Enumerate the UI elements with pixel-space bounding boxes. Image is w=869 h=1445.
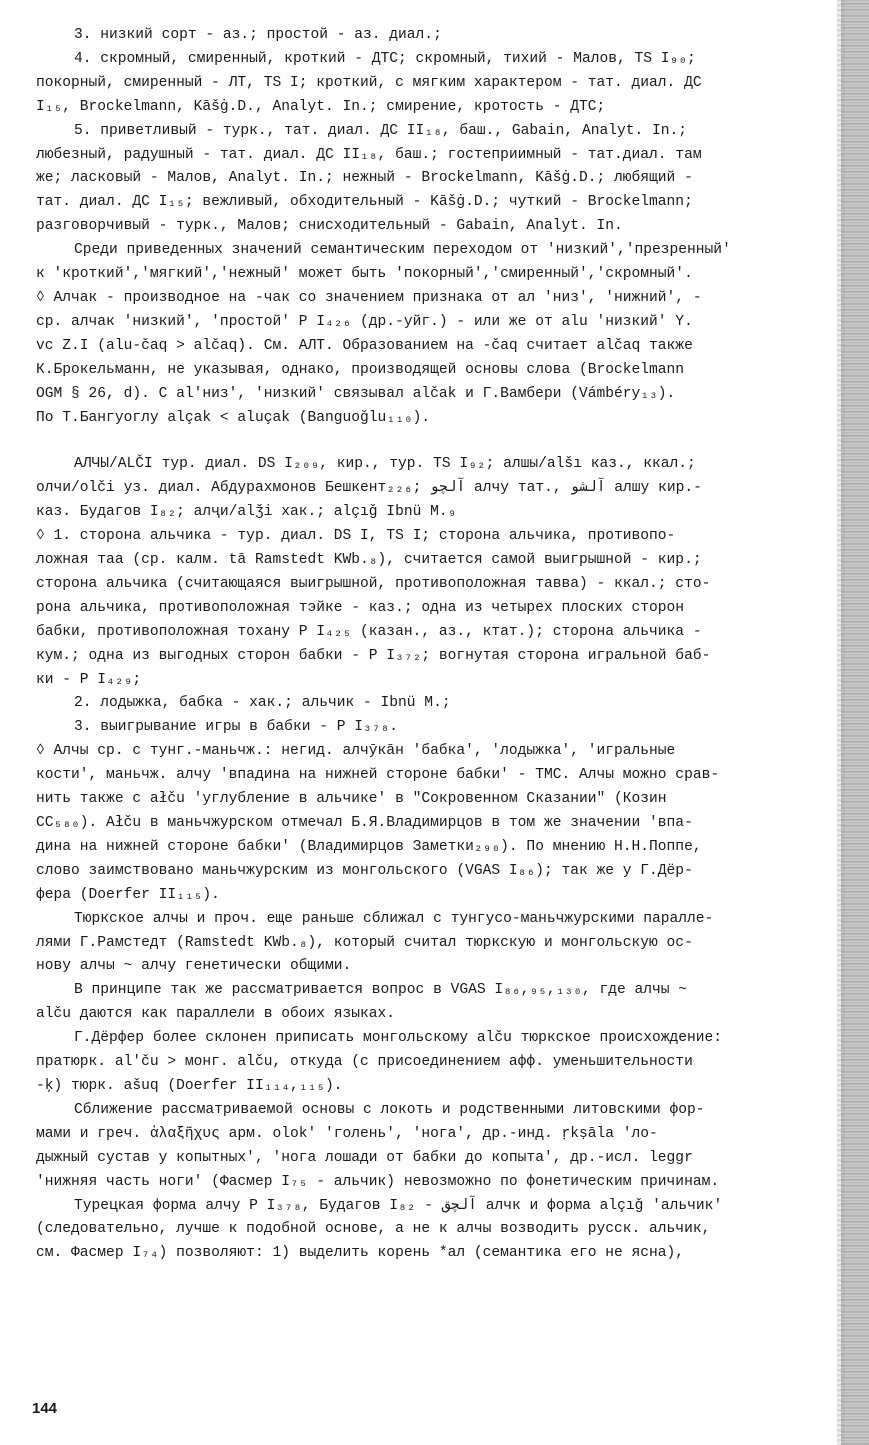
text-line: Среди приведенных значений семантическим переходом от 'низкий','презренный' — [74, 242, 731, 259]
text-line: Сближение рассматриваемой основы с локоть и родственными литовскими фор- — [74, 1101, 705, 1118]
text-line: нить также с ałču 'углубление в альчике' в "Сокровенном Сказании" (Козин — [36, 791, 667, 808]
text-line: OGM § 26, d). С al'низ', 'низкий' связывал alčak и Г.Вамбери (Vámbéry₁₃). — [36, 385, 676, 402]
text-line: К.Брокельманн, не указывая, однако, производящей основы слова (Brockelmann — [36, 361, 685, 378]
paragraph — [36, 979, 836, 1027]
text-line: мами и греч. ἀλαξῆχυς арм. olok' 'голень', 'нога', др.-инд. ṛkṣāla 'ло- — [36, 1125, 658, 1142]
page-text — [36, 24, 836, 1266]
paragraph — [36, 692, 836, 716]
text-line: 3. низкий сорт - аз.; простой - аз. диал.; — [74, 27, 442, 43]
text-line: 2. лодыжка, бабка - хак.; альчик - Ibnü M.; — [74, 695, 451, 712]
paragraph — [36, 453, 836, 525]
text-line: пратюрк. al'ču > монг. alču, откуда (с присоединением афф. уменьшительности — [36, 1054, 693, 1071]
text-line: 3. выигрывание игры в бабки - Р I₃₇₈. — [74, 719, 399, 736]
paragraph — [36, 24, 836, 48]
text-line: лями Г.Рамстедт (Ramstedt KWb.₈), который считал тюркскую и монгольскую ос- — [36, 934, 693, 951]
text-line: каз. Будагов I₈₂; алҷи/alǯi хак.; alçıǧ Ibnü M.₉ — [36, 504, 457, 521]
text-line: По Т.Бангуоглу alçak < aluçak (Banguoğlu₁₁₀). — [36, 409, 431, 426]
text-line: Турецкая форма алчу Р I₃₇₈, Будагов I₈₂ - آلچق алчк и форма alçıǧ 'альчик' — [74, 1197, 723, 1214]
text-line: alču даются как параллели в обоих языках. — [36, 1006, 396, 1023]
text-line: слово заимствовано маньчжурским из монгольского (VGAS I₈₆); так же у Г.Дёр- — [36, 862, 693, 879]
text-line: нову алчы ~ алчу генетически общими. — [36, 958, 352, 975]
text-line: рона альчика, противоположная тэйке - каз.; одна из четырех плоских сторон — [36, 599, 685, 616]
paragraph — [36, 1195, 836, 1267]
text-line: vc Z.I (alu-čaq > alčaq). См. АЛТ. Образованием на -čaq считает alčaq также — [36, 337, 693, 354]
paragraph — [36, 525, 836, 692]
text-line: дина на нижней стороне бабки' (Владимирцов Заметки₂₉₀). По мнению Н.Н.Поппе, — [36, 838, 702, 855]
text-line: Тюркское алчы и проч. еще раньше сближал с тунгусо-маньчжурскими паралле- — [74, 910, 714, 927]
text-line: В принципе так же рассматривается вопрос в VGAS I₈₆,₉₅,₁₃₀, где алчы ~ — [74, 982, 688, 999]
text-line: фера (Doerfer II₁₁₅). — [36, 886, 220, 903]
text-line: см. Фасмер I₇₄) позволяют: 1) выделить корень *ал (семантика его не ясна), — [36, 1245, 685, 1262]
text-line: олчи/olči уз. диал. Абдурахмонов Бешкент₂₂₆; آلچو алчу тат., آلشو алшу кир.- — [36, 480, 702, 497]
text-line: кум.; одна из выгодных сторон бабки - Р I₃₇₂; вогнутая сторона игральной баб- — [36, 647, 711, 664]
paragraph — [36, 287, 836, 430]
text-line: ◊ Алчак - производное на -чак со значением признака от ал 'низ', 'нижний', - — [36, 289, 702, 306]
paragraph — [36, 908, 836, 980]
text-line: ложная таа (ср. калм. tā Ramstedt KWb.₈), считается самой выигрышной - кир.; — [36, 552, 702, 569]
text-line: ср. алчак 'низкий', 'простой' Р I₄₂₆ (др.-уйг.) - или же от alu 'низкий' Y. — [36, 313, 693, 330]
page-edge-scan-artifact — [841, 0, 869, 1445]
paragraph — [36, 716, 836, 740]
paragraph — [36, 1027, 836, 1099]
text-line: (следовательно, лучше к подобной основе, а не к алчы возводить русск. альчик, — [36, 1221, 711, 1238]
text-line: любезный, радушный - тат. диал. ДС II₁₈, баш.; гостеприимный - тат.диал. там — [36, 146, 702, 163]
text-line: 5. приветливый - турк., тат. диал. ДС II₁₈, баш., Gabain, Analyt. In.; — [74, 122, 688, 139]
text-line: тат. диал. ДС I₁₅; вежливый, обходительный - Kāšġ.D.; чуткий - Brockelmann; — [36, 194, 693, 211]
text-line: сторона альчика (считающаяся выигрышной, противоположная тавва) - ккал.; сто- — [36, 575, 711, 592]
paragraph — [36, 120, 836, 240]
text-line: I₁₅, Brockelmann, Kāšġ.D., Analyt. In.; смирение, кротость - ДТС; — [36, 98, 606, 115]
text-line: дыжный сустав у копытных', 'нога лошади от бабки до копыта', др.-исл. leggr — [36, 1149, 693, 1166]
paragraph — [36, 740, 836, 907]
text-line: ◊ 1. сторона альчика - тур. диал. DS I, TS I; сторона альчика, противопо- — [36, 528, 676, 545]
paragraph — [36, 48, 836, 120]
text-line: Г.Дёрфер более склонен приписать монгольскому alču тюркское происхождение: — [74, 1030, 723, 1047]
text-line: кости', маньчж. алчу 'впадина на нижней стороне бабки' - ТМС. Алчы можно срав- — [36, 767, 720, 784]
text-line: бабки, противоположная тохану Р I₄₂₅ (казан., аз., ктат.); сторона альчика - — [36, 623, 702, 640]
text-line: ки - Р I₄₂₉; — [36, 671, 142, 688]
text-line: АЛЧЫ/ALČI тур. диал. DS I₂₀₉, кир., тур. TS I₉₂; алшы/alšı каз., ккал.; — [74, 456, 696, 473]
text-line: же; ласковый - Малов, Analyt. In.; нежный - Brockelmann, Kāšġ.D.; любящий - — [36, 170, 693, 187]
text-line: СС₅₈₀). Ałču в маньчжурском отмечал Б.Я.Владимирцов в том же значении 'впа- — [36, 815, 693, 831]
text-line: 'нижняя часть ноги' (Фасмер I₇₅ - альчик) невозможно по фонетическим причинам. — [36, 1173, 720, 1190]
paragraph — [36, 1099, 836, 1195]
text-line: покорный, смиренный - ЛТ, TS I; кроткий, с мягким характером - тат. диал. ДС — [36, 74, 702, 91]
text-line: 4. скромный, смиренный, кроткий - ДТС; скромный, тихий - Малов, TS I₉₀; — [74, 50, 696, 67]
text-line: -ķ) тюрк. ašuq (Doerfer II₁₁₄,₁₁₅). — [36, 1077, 343, 1094]
paragraph — [36, 239, 836, 287]
page-number: 144 — [32, 1400, 58, 1417]
text-line: разговорчивый - турк., Малов; снисходительный - Gabain, Analyt. In. — [36, 218, 623, 235]
text-line: к 'кроткий','мягкий','нежный' может быть 'покорный','смиренный','скромный'. — [36, 266, 693, 283]
text-line: ◊ Алчы ср. с тунг.-маньчж.: негид. алчӯкāн 'бабка', 'лодыжка', 'игральные — [36, 743, 676, 760]
